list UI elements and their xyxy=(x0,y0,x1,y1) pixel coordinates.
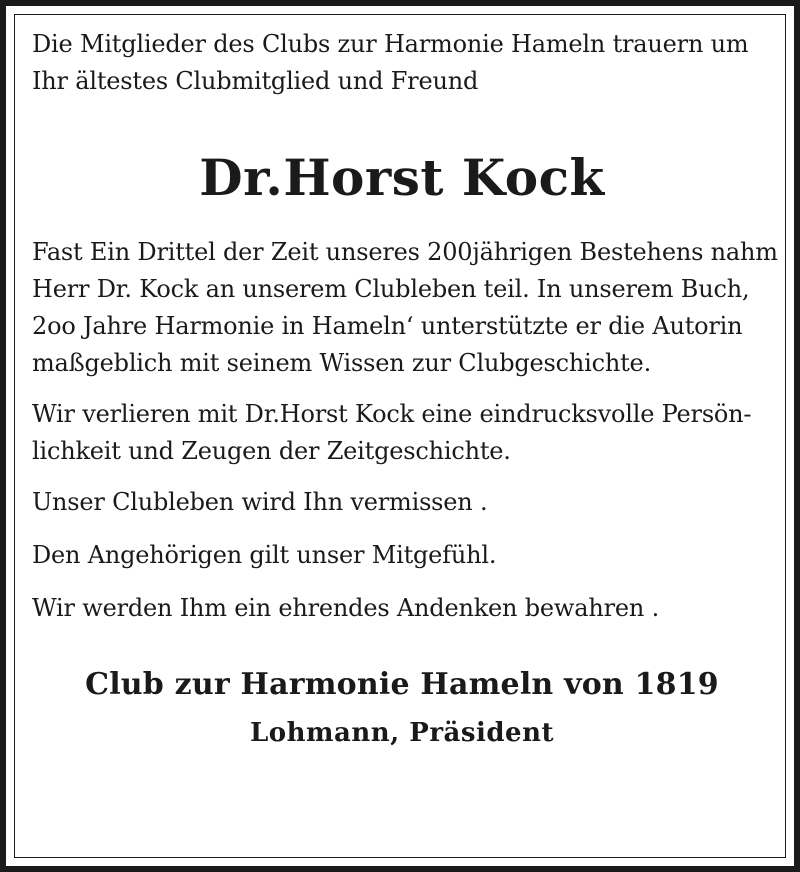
club-name: Club zur Harmonie Hameln von 1819 xyxy=(85,667,719,702)
deceased-name: Dr.Horst Kock xyxy=(199,148,605,207)
intro-line: Ihr ältestes Clubmitglied und Freund xyxy=(32,67,479,95)
paragraph-line: maßgeblich mit seinem Wissen zur Clubgeschichte. xyxy=(32,349,651,377)
paragraph-line: Wir verlieren mit Dr.Horst Kock eine eindrucksvolle Persön- xyxy=(32,400,752,428)
line-miss: Unser Clubleben wird Ihn vermissen . xyxy=(32,488,488,516)
paragraph-line: Herr Dr. Kock an unserem Clubleben teil. In unserem Buch, xyxy=(32,275,750,303)
intro-text xyxy=(32,26,772,100)
signature: Lohmann, Präsident xyxy=(249,718,555,748)
paragraph-history xyxy=(32,234,778,382)
intro-line: Die Mitglieder des Clubs zur Harmonie Hameln trauern um xyxy=(32,30,749,58)
paragraph-line: 2oo Jahre Harmonie in Hameln‘ unterstützte er die Autorin xyxy=(32,312,743,340)
paragraph-line: lichkeit und Zeugen der Zeitgeschichte. xyxy=(32,437,511,465)
line-sympathy: Den Angehörigen gilt unser Mitgefühl. xyxy=(32,541,497,569)
line-memory: Wir werden Ihm ein ehrendes Andenken bewahren . xyxy=(32,594,659,622)
obituary-notice xyxy=(32,26,778,751)
paragraph-line: Fast Ein Drittel der Zeit unseres 200jährigen Bestehens nahm xyxy=(32,238,778,266)
paragraph-loss xyxy=(32,396,772,470)
